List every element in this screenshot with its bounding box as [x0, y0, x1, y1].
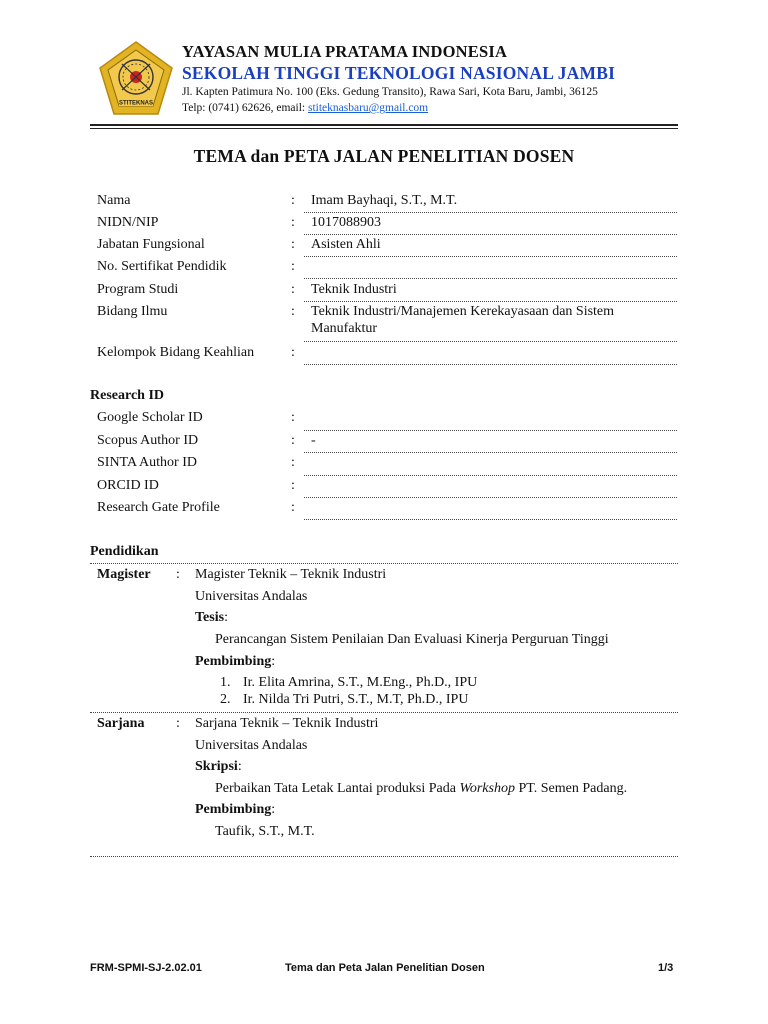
dotted-line — [304, 256, 677, 257]
letterhead — [182, 42, 682, 116]
magister-degree: Magister Teknik – Teknik Industri — [195, 567, 387, 582]
dotted-line — [304, 497, 677, 498]
field-value: - — [311, 433, 316, 448]
institution-seal-icon — [98, 40, 174, 116]
skripsi-label: Skripsi: — [195, 759, 242, 774]
dotted-line — [304, 452, 677, 453]
magister-university: Universitas Andalas — [195, 589, 308, 604]
email-link[interactable]: stiteknasbaru@gmail.com — [308, 102, 429, 114]
advisor-number: 1. — [220, 675, 231, 690]
field-value: Asisten Ahli — [311, 237, 381, 252]
dotted-line — [304, 364, 677, 365]
field-value: Teknik Industri — [311, 282, 397, 297]
education-rule — [90, 856, 678, 857]
education-rule — [90, 712, 678, 713]
dotted-line — [304, 475, 677, 476]
footer-title: Tema dan Peta Jalan Penelitian Dosen — [285, 962, 485, 974]
field-value: 1017088903 — [311, 215, 381, 230]
phone: Telp: (0741) 62626, email: — [182, 102, 308, 114]
field-value: Manufaktur — [311, 321, 378, 336]
dotted-line — [304, 430, 677, 431]
institution-name: SEKOLAH TINGGI TEKNOLOGI NASIONAL JAMBI — [182, 63, 616, 83]
sarjana-thesis-title: Perbaikan Tata Letak Lantai produksi Pada Workshop PT. Semen Padang. — [215, 781, 628, 796]
sarjana-university: Universitas Andalas — [195, 738, 308, 753]
foundation-name: YAYASAN MULIA PRATAMA INDONESIA — [182, 42, 508, 61]
dotted-line — [304, 341, 677, 342]
sarjana-degree: Sarjana Teknik – Teknik Industri — [195, 716, 379, 731]
logo-text: STITEKNAS — [118, 100, 154, 107]
sarjana-label: Sarjana — [97, 716, 145, 731]
thesis-label: Tesis: — [195, 610, 228, 625]
header-rule-thin — [90, 128, 678, 129]
contact-line — [182, 100, 682, 116]
dotted-line — [304, 301, 677, 302]
advisor-number: 2. — [220, 692, 231, 707]
education-rule — [90, 563, 678, 564]
page-number: 1/3 — [658, 962, 674, 974]
research-heading: Research ID — [90, 388, 165, 403]
form-code: FRM-SPMI-SJ-2.02.01 — [90, 962, 202, 974]
address: Jl. Kapten Patimura No. 100 (Eks. Gedung Transito), Rawa Sari, Kota Baru, Jambi, 36125 — [182, 86, 598, 98]
advisor-name: Ir. Elita Amrina, S.T., M.Eng., Ph.D., IPU — [243, 675, 478, 690]
dotted-line — [304, 519, 677, 520]
advisor-name: Ir. Nilda Tri Putri, S.T., M.T, Ph.D., IPU — [243, 692, 469, 707]
document-title: TEMA dan PETA JALAN PENELITIAN DOSEN — [193, 146, 575, 166]
dotted-line — [304, 278, 677, 279]
dotted-line — [304, 212, 677, 213]
header-rule — [90, 124, 678, 126]
education-heading: Pendidikan — [90, 544, 159, 559]
magister-label: Magister — [97, 567, 151, 582]
magister-thesis-title: Perancangan Sistem Penilaian Dan Evaluasi Kinerja Perguruan Tinggi — [215, 632, 609, 647]
colon: : — [176, 567, 180, 582]
advisor-label: Pembimbing: — [195, 802, 276, 817]
advisor-name: Taufik, S.T., M.T. — [215, 824, 315, 839]
dotted-line — [304, 234, 677, 235]
advisor-label: Pembimbing: — [195, 654, 276, 669]
colon: : — [176, 716, 180, 731]
field-value: Teknik Industri/Manajemen Kerekayasaan dan Sistem — [311, 304, 615, 319]
field-value: Imam Bayhaqi, S.T., M.T. — [311, 193, 458, 208]
